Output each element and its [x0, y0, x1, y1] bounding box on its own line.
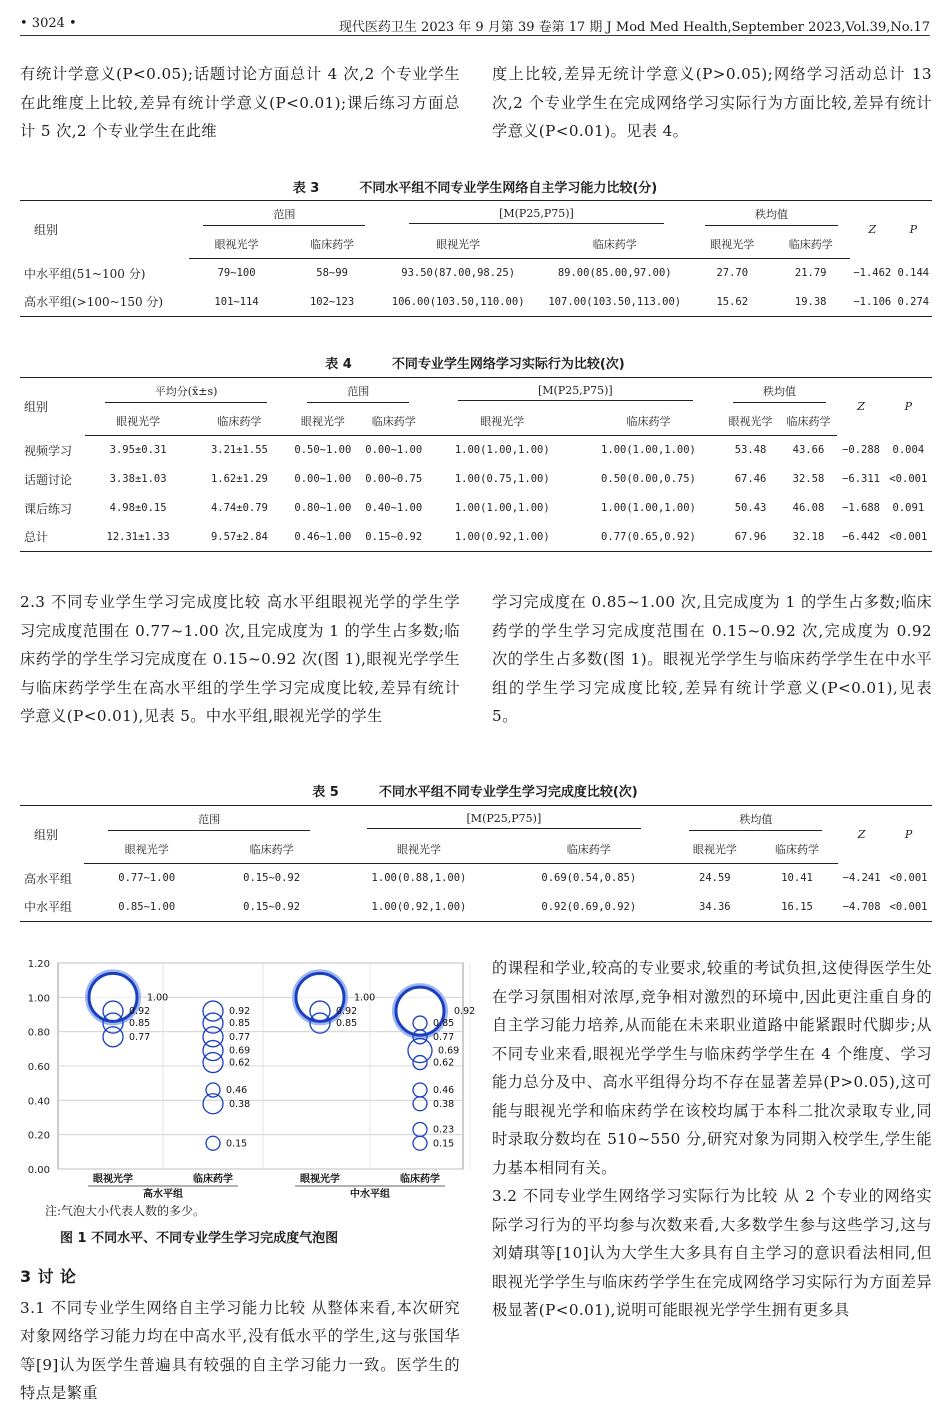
cell: 4.98±0.15	[109, 502, 167, 514]
t3-head-z: Z	[868, 223, 877, 237]
table5	[20, 805, 932, 922]
figure-1	[18, 955, 476, 1220]
cell: 1.00(0.75,1.00)	[454, 473, 550, 485]
cell: 0.77~1.00	[118, 872, 176, 885]
cell: 0.144	[897, 267, 930, 279]
discussion-right-text: 的课程和学业,较高的专业要求,较重的考试负担,这使得医学生处在学习氛围相对浓厚,竞争相对激烈的环境中,因此更注重自身的自主学习能力培养,从而能在未来职业道路中能紧跟时代脚步;从不同专业来看,眼视光学学生与临床药学学生在 4 个维度、学习能力总分及中、高水平组得分均不存在显著差异(P>0.05),这可能与眼视光学和临床药学在该校均属于本科二批次录取专业,同时录取分数均在 510~550 分,研究对象为同期入校学生,学生能力基本相同有关。	[492, 959, 932, 1177]
cell: 16.15	[781, 900, 813, 913]
t3-head-p: P	[909, 223, 918, 237]
row-label: 中水平组(51~100 分)	[24, 266, 146, 281]
cell: 24.59	[699, 872, 731, 885]
bubble-label: 0.62	[433, 1057, 455, 1069]
cell: 0.85~1.00	[118, 900, 176, 913]
t5-sub: 临床药学	[504, 836, 674, 864]
cell: 3.38±1.03	[109, 473, 167, 485]
t3-sub: 临床药学	[771, 231, 849, 259]
bubble-label: 0.85	[129, 1018, 151, 1030]
t4-sub: 眼视光学	[85, 408, 192, 436]
discussion-left	[20, 1263, 460, 1408]
bubble-label: 0.92	[454, 1006, 476, 1018]
t4-sub: 临床药学	[575, 408, 721, 436]
cell: 67.46	[734, 473, 767, 485]
cell: 0.00~0.75	[365, 473, 423, 485]
t4-sub: 眼视光学	[722, 408, 780, 436]
t4-head-median: [M(P25,P75)]	[458, 384, 693, 401]
bubble-label: 0.92	[336, 1006, 358, 1018]
t4-head-range: 范围	[307, 383, 409, 403]
section-3-title: 3 讨 论	[20, 1267, 77, 1286]
cell: 43.66	[792, 444, 825, 457]
table4	[20, 377, 932, 552]
cell: 34.36	[699, 900, 731, 913]
t3-head-rank: 秩均值	[705, 206, 838, 226]
x-category-label: 眼视光学	[93, 1174, 133, 1185]
t4-sub: 临床药学	[191, 408, 287, 436]
cell: 102~123	[309, 295, 355, 308]
bubble-label: 0.46	[433, 1085, 455, 1097]
t3-head-range: 范围	[203, 206, 365, 226]
cell: 1.00(1.00,1.00)	[454, 444, 550, 457]
t5-head-range: 范围	[108, 811, 310, 831]
cell: 0.091	[892, 502, 925, 514]
section-3-2: 3.2 不同专业学生网络学习实际行为比较 从 2 个专业的网络实际学习行为的平均参与次数来看,大多数学生参与这些学习,这与刘婧琪等[10]认为大学生大多具有自主学习的意识看法相同,但眼视光学学生与临床药学学生在完成网络学习实际行为方面差异极显著(P<0.01),说明可能眼视光学学生拥有更多具	[492, 1187, 932, 1319]
t4-head-rank: 秩均值	[733, 383, 826, 403]
figure-caption: 图 1 不同水平、不同专业学生学习完成度气泡图	[60, 1231, 339, 1246]
t5-sub: 眼视光学	[334, 836, 504, 864]
section-3-1: 3.1 不同专业学生网络自主学习能力比较 从整体来看,本次研究对象网络学习能力均在中高水平,没有低水平的学生,这与张国华等[9]认为医学生普遍具有较强的自主学习能力一致。医学生的特点是繁重	[20, 1298, 460, 1402]
page-header	[20, 14, 930, 36]
cell: 15.62	[716, 295, 749, 308]
table5-title: 表 5 不同水平组不同专业学生学习完成度比较(次)	[312, 785, 638, 800]
cell: 9.57±2.84	[210, 530, 268, 543]
t5-head-rank: 秩均值	[689, 811, 822, 831]
bubble-label: 0.23	[433, 1124, 455, 1136]
cell: 1.00(0.88,1.00)	[371, 872, 467, 885]
figure-note: 注:气泡大小代表人数的多少。	[45, 1204, 206, 1218]
bubble-label: 1.00	[147, 992, 169, 1004]
cell: 0.50~1.00	[294, 444, 352, 457]
t5-head-z: Z	[857, 828, 866, 842]
table-row	[20, 259, 932, 288]
cell: −1.462	[853, 267, 892, 279]
table-row	[20, 436, 932, 465]
cell: 0.50(0.00,0.75)	[601, 473, 696, 485]
cell: 0.004	[892, 444, 925, 456]
bubble-label: 0.85	[433, 1018, 455, 1030]
x-group-label: 中水平组	[350, 1189, 390, 1200]
t4-head-z: Z	[857, 400, 865, 414]
cell: 1.00(0.92,1.00)	[454, 530, 550, 543]
bubble-label: 0.38	[229, 1098, 251, 1110]
t4-sub: 眼视光学	[287, 408, 358, 436]
cell: 107.00(103.50,113.00)	[548, 295, 682, 308]
cell: 93.50(87.00,98.25)	[401, 267, 516, 280]
t5-head-median: [M(P25,P75)]	[367, 812, 642, 829]
cell: 46.08	[792, 502, 825, 514]
x-category-label: 临床药学	[193, 1174, 233, 1185]
cell: 67.96	[734, 530, 767, 543]
row-label: 视频学习	[24, 443, 73, 458]
cell: −4.241	[842, 872, 881, 884]
cell: 32.58	[792, 473, 825, 485]
cell: <0.001	[889, 872, 928, 884]
t3-sub: 眼视光学	[189, 231, 285, 259]
y-tick-label: 1.20	[27, 959, 50, 970]
cell: 0.15~0.92	[365, 530, 423, 543]
cell: <0.001	[889, 900, 928, 913]
y-tick-label: 0.00	[27, 1165, 50, 1176]
row-label: 总计	[24, 530, 49, 545]
cell: 27.70	[716, 267, 749, 280]
x-category-label: 临床药学	[400, 1174, 440, 1185]
t4-sub: 临床药学	[780, 408, 838, 436]
t3-head-group: 组别	[34, 223, 59, 238]
bubble-chart	[18, 955, 476, 1200]
cell: 89.00(85.00,97.00)	[557, 267, 672, 280]
bubble-label: 0.77	[229, 1031, 251, 1043]
x-group-label: 高水平组	[143, 1189, 183, 1200]
row-label: 高水平组(>100~150 分)	[24, 295, 164, 310]
cell: 53.48	[734, 444, 767, 457]
bubble-label: 0.46	[226, 1085, 248, 1097]
x-category-label: 眼视光学	[300, 1174, 340, 1185]
cell: 19.38	[794, 295, 827, 308]
cell: 1.00(1.00,1.00)	[454, 502, 550, 514]
cell: <0.001	[889, 530, 928, 543]
y-tick-label: 0.20	[27, 1130, 50, 1142]
t3-head-median: [M(P25,P75)]	[409, 207, 664, 224]
t5-head-group: 组别	[34, 828, 59, 843]
body-text-top-right: 度上比较,差异无统计学意义(P>0.05);网络学习活动总计 13 次,2 个专业学生在完成网络学习实际行为方面比较,差异有统计学意义(P<0.01)。见表 4。	[492, 65, 932, 140]
table-row	[20, 494, 932, 523]
bubble-label: 0.69	[229, 1045, 251, 1057]
t5-sub: 眼视光学	[674, 836, 756, 864]
row-label: 课后练习	[24, 501, 73, 516]
t5-head-p: P	[904, 828, 913, 842]
row-label: 话题讨论	[24, 472, 73, 487]
table-row	[20, 864, 932, 893]
bubble-label: 0.15	[226, 1138, 248, 1150]
t5-sub: 临床药学	[209, 836, 334, 864]
cell: 0.15~0.92	[243, 872, 301, 885]
t4-sub: 眼视光学	[429, 408, 575, 436]
cell: 106.00(103.50,110.00)	[391, 295, 525, 308]
t5-sub: 临床药学	[756, 836, 838, 864]
t5-sub: 眼视光学	[84, 836, 209, 864]
cell: 0.00~1.00	[365, 444, 423, 457]
cell: 0.274	[897, 295, 930, 308]
bubble-label: 0.85	[229, 1018, 251, 1030]
cell: −4.708	[842, 900, 881, 913]
y-tick-label: 0.40	[27, 1096, 50, 1108]
table-row	[20, 893, 932, 922]
bubble-label: 0.69	[438, 1045, 460, 1057]
table3	[20, 200, 932, 317]
table4-title: 表 4 不同专业学生网络学习实际行为比较(次)	[325, 357, 625, 372]
bubble-label: 1.00	[354, 992, 376, 1004]
t4-head-p: P	[904, 400, 913, 414]
t3-sub: 临床药学	[536, 231, 693, 259]
bubble-label: 0.92	[229, 1006, 251, 1018]
page-number: • 3024 •	[20, 16, 77, 31]
cell: 1.00(0.92,1.00)	[371, 900, 467, 913]
cell: 0.40~1.00	[365, 502, 423, 514]
cell: 1.00(1.00,1.00)	[601, 444, 696, 457]
t3-sub: 眼视光学	[380, 231, 537, 259]
cell: 0.69(0.54,0.85)	[541, 872, 637, 885]
cell: 0.46~1.00	[294, 530, 352, 543]
cell: 0.77(0.65,0.92)	[601, 530, 696, 543]
cell: 0.80~1.00	[294, 502, 352, 514]
cell: 79~100	[217, 267, 256, 280]
cell: −0.288	[842, 444, 881, 456]
t4-head-group: 组别	[24, 400, 49, 415]
cell: 101~114	[214, 295, 259, 308]
y-tick-label: 0.80	[27, 1027, 50, 1039]
cell: 0.92(0.69,0.92)	[541, 900, 637, 913]
table-row	[20, 288, 932, 317]
table-row	[20, 523, 932, 552]
bubble-label: 0.85	[336, 1018, 358, 1030]
cell: −1.106	[853, 295, 892, 308]
cell: 10.41	[781, 872, 813, 885]
row-label: 高水平组	[24, 871, 73, 886]
row-label: 中水平组	[24, 900, 73, 915]
cell: 3.95±0.31	[109, 444, 167, 457]
cell: <0.001	[889, 473, 928, 485]
cell: 32.18	[792, 530, 825, 543]
bubble-label: 0.77	[129, 1031, 151, 1043]
cell: 0.15~0.92	[243, 900, 301, 913]
t3-sub: 临床药学	[284, 231, 380, 259]
cell: 12.31±1.33	[106, 530, 170, 543]
y-tick-label: 1.00	[27, 993, 50, 1005]
cell: 21.79	[794, 267, 827, 280]
t4-sub: 临床药学	[358, 408, 429, 436]
section-2-3-left: 2.3 不同专业学生学习完成度比较 高水平组眼视光学的学生学习完成度范围在 0.77~1.00 次,且完成度为 1 的学生占多数;临床药学的学生学习完成度在 0.15~0.92 次(图 1),眼视光学学生与临床药学学生在高水平组的学生学习完成度比较,差异有统计学意义(P<0.01),见表 5。中水平组,眼视光学的学生	[20, 593, 460, 725]
cell: 4.74±0.79	[210, 502, 268, 514]
cell: 58~99	[316, 267, 348, 280]
discussion-right	[492, 954, 932, 1325]
bubble-label: 0.62	[229, 1057, 251, 1069]
cell: 0.00~1.00	[294, 473, 352, 485]
cell: −6.311	[842, 473, 881, 485]
cell: −1.688	[842, 502, 881, 514]
section-2-3-right: 学习完成度在 0.85~1.00 次,且完成度为 1 的学生占多数;临床药学的学生学习完成度范围在 0.15~0.92 次,完成度为 0.92 次的学生占多数(图 1)。眼视光学学生与临床药学学生在中水平组的学生学习完成度比较,差异有统计学意义(P<0.01),见表 5。	[492, 593, 932, 725]
bubble-label: 0.92	[129, 1006, 151, 1018]
table3-title: 表 3 不同水平组不同专业学生网络自主学习能力比较(分)	[292, 181, 658, 196]
cell: 50.43	[734, 502, 767, 514]
cell: 1.62±1.29	[210, 473, 268, 485]
bubble-label: 0.15	[433, 1138, 455, 1150]
bubble-label: 0.77	[433, 1031, 455, 1043]
table-row	[20, 465, 932, 494]
y-tick-label: 0.60	[27, 1062, 50, 1073]
body-text-top-left: 有统计学意义(P<0.05);话题讨论方面总计 4 次,2 个专业学生在此维度上比较,差异有统计学意义(P<0.01);课后练习方面总计 5 次,2 个专业学生在此维	[20, 65, 460, 140]
cell: 3.21±1.55	[210, 444, 268, 457]
cell: −6.442	[842, 530, 881, 543]
journal-info: 现代医药卫生 2023 年 9 月第 39 卷第 17 期 J Mod Med Health,September 2023,Vol.39,No.17	[338, 20, 930, 35]
cell: 1.00(1.00,1.00)	[601, 502, 696, 514]
bubble-label: 0.38	[433, 1098, 455, 1110]
t3-sub: 眼视光学	[693, 231, 771, 259]
t4-head-mean: 平均分(x̄±s)	[105, 383, 268, 403]
